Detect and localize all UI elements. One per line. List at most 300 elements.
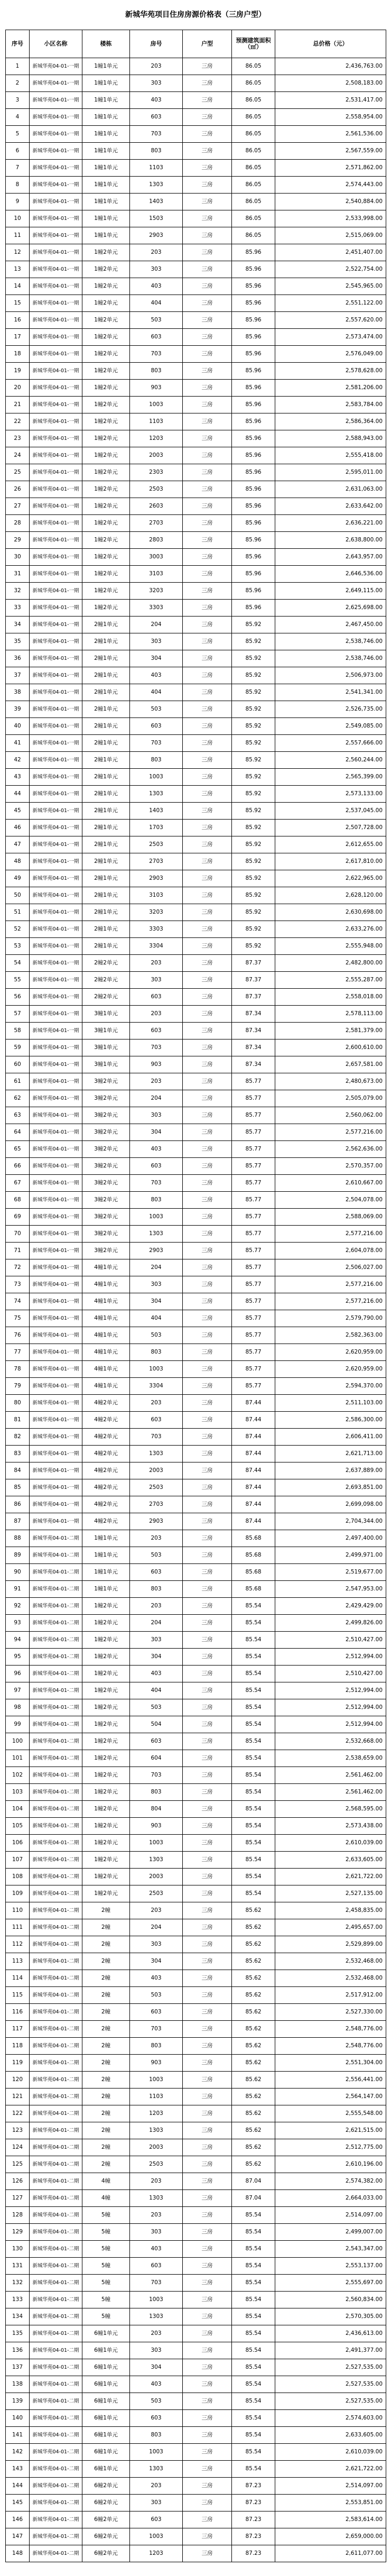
cell-room: 804 [130,1801,183,1818]
cell-room: 203 [130,1530,183,1547]
cell-type: 三房 [183,938,232,955]
cell-room: 603 [130,1564,183,1581]
cell-type: 三房 [183,1682,232,1699]
cell-community: 新城华苑04-01-二期 [30,1987,82,2004]
cell-price: 2,555,948.00 [275,938,386,955]
table-row [6,684,386,701]
cell-type: 三房 [183,2122,232,2139]
cell-building: 2幢1单元 [82,718,130,735]
table-row [6,210,386,227]
cell-price: 2,561,462.00 [275,1784,386,1801]
cell-seq: 69 [6,1209,30,1226]
cell-building: 2幢 [82,2089,130,2105]
cell-type: 三房 [183,1259,232,1276]
cell-area: 85.77 [232,1141,275,1158]
cell-area: 85.62 [232,2038,275,2055]
cell-seq: 7 [6,160,30,177]
table-row [6,786,386,803]
cell-community: 新城华苑04-01-二期 [30,2173,82,2190]
cell-price: 2,527,135.00 [275,1885,386,1902]
table-row [6,2444,386,2461]
cell-seq: 22 [6,413,30,430]
cell-seq: 88 [6,1530,30,1547]
cell-price: 2,538,746.00 [275,633,386,650]
cell-room: 1303 [130,2190,183,2207]
cell-type: 三房 [183,684,232,701]
cell-price: 2,573,474.00 [275,329,386,346]
cell-price: 2,499,007.00 [275,2224,386,2241]
cell-building: 1幢2单元 [82,532,130,549]
cell-type: 三房 [183,2241,232,2258]
cell-room: 304 [130,1649,183,1666]
cell-price: 2,600,610.00 [275,1039,386,1056]
cell-room: 2503 [130,1479,183,1496]
cell-area: 85.92 [232,701,275,718]
cell-building: 1幢1单元 [82,1547,130,1564]
cell-price: 2,577,216.00 [275,1226,386,1243]
table-row [6,1192,386,1209]
cell-area: 85.96 [232,346,275,363]
cell-area: 85.62 [232,1953,275,1970]
cell-building: 1幢2单元 [82,1666,130,1682]
cell-seq: 29 [6,532,30,549]
cell-type: 三房 [183,2444,232,2461]
cell-area: 85.62 [232,2072,275,2089]
table-row [6,413,386,430]
cell-type: 三房 [183,447,232,464]
cell-area: 85.92 [232,853,275,870]
cell-building: 2幢 [82,1970,130,1987]
cell-room: 1203 [130,430,183,447]
cell-community: 新城华苑04-01-一期 [30,1276,82,1293]
cell-room: 1703 [130,820,183,836]
cell-room: 503 [130,1987,183,2004]
cell-type: 三房 [183,2190,232,2207]
table-row [6,1446,386,1462]
cell-community: 新城华苑04-01-二期 [30,1767,82,1784]
cell-type: 三房 [183,1801,232,1818]
cell-area: 85.96 [232,430,275,447]
cell-community: 新城华苑04-01-一期 [30,684,82,701]
header-community: 小区名称 [30,30,82,58]
cell-community: 新城华苑04-01-二期 [30,2342,82,2359]
cell-room: 603 [130,718,183,735]
cell-area: 85.62 [232,2021,275,2038]
cell-area: 86.05 [232,126,275,143]
cell-community: 新城华苑04-01-一期 [30,836,82,853]
cell-community: 新城华苑04-01-一期 [30,227,82,244]
cell-price: 2,612,655.00 [275,836,386,853]
cell-building: 1幢1单元 [82,1530,130,1547]
cell-building: 4幢2单元 [82,1462,130,1479]
cell-area: 85.77 [232,1344,275,1361]
table-row [6,955,386,972]
cell-area: 85.77 [232,1192,275,1209]
cell-price: 2,699,098.00 [275,1496,386,1513]
cell-room: 204 [130,1259,183,1276]
cell-area: 85.77 [232,1259,275,1276]
cell-area: 86.05 [232,227,275,244]
cell-building: 1幢2单元 [82,430,130,447]
cell-seq: 84 [6,1462,30,1479]
cell-seq: 91 [6,1581,30,1598]
cell-type: 三房 [183,1699,232,1716]
cell-community: 新城华苑04-01-二期 [30,1852,82,1869]
table-row [6,1598,386,1615]
cell-type: 三房 [183,1293,232,1310]
cell-room: 503 [130,701,183,718]
table-row [6,2511,386,2528]
cell-community: 新城华苑04-01-二期 [30,1869,82,1885]
cell-room: 803 [130,1581,183,1598]
table-row [6,2072,386,2089]
cell-area: 87.04 [232,2190,275,2207]
table-row [6,1175,386,1192]
cell-price: 2,573,133.00 [275,786,386,803]
cell-area: 85.92 [232,836,275,853]
cell-price: 2,704,344.00 [275,1513,386,1530]
cell-seq: 77 [6,1344,30,1361]
cell-type: 三房 [183,1716,232,1733]
cell-community: 新城华苑04-01-一期 [30,244,82,261]
cell-area: 85.96 [232,549,275,566]
cell-price: 2,606,411.00 [275,1429,386,1446]
cell-price: 2,588,943.00 [275,430,386,447]
cell-room: 2503 [130,481,183,498]
cell-building: 1幢2单元 [82,447,130,464]
cell-building: 4幢1单元 [82,1276,130,1293]
cell-type: 三房 [183,75,232,92]
cell-building: 2幢1单元 [82,752,130,769]
cell-room: 1303 [130,1446,183,1462]
table-row [6,1429,386,1446]
cell-type: 三房 [183,2207,232,2224]
cell-seq: 95 [6,1649,30,1666]
cell-area: 85.77 [232,1158,275,1175]
cell-seq: 115 [6,1987,30,2004]
table-row [6,2156,386,2173]
cell-area: 85.96 [232,329,275,346]
cell-type: 三房 [183,430,232,447]
cell-room: 303 [130,261,183,278]
cell-building: 1幢2单元 [82,312,130,329]
table-row [6,1479,386,1496]
cell-seq: 6 [6,143,30,160]
cell-building: 2幢 [82,1936,130,1953]
cell-area: 85.68 [232,1547,275,1564]
cell-seq: 39 [6,701,30,718]
cell-type: 三房 [183,2410,232,2427]
table-row [6,126,386,143]
cell-room: 1403 [130,194,183,210]
cell-type: 三房 [183,2105,232,2122]
cell-seq: 142 [6,2444,30,2461]
cell-price: 2,548,776.00 [275,2021,386,2038]
cell-community: 新城华苑04-01-一期 [30,989,82,1006]
table-row [6,2122,386,2139]
cell-seq: 27 [6,498,30,515]
table-row [6,498,386,515]
cell-room: 603 [130,989,183,1006]
cell-building: 2幢1单元 [82,769,130,786]
cell-building: 2幢 [82,2021,130,2038]
cell-seq: 57 [6,1006,30,1023]
table-row [6,2342,386,2359]
cell-price: 2,549,085.00 [275,718,386,735]
cell-area: 85.62 [232,1902,275,1919]
cell-community: 新城华苑04-01-一期 [30,1073,82,1090]
cell-community: 新城华苑04-01-一期 [30,1056,82,1073]
cell-community: 新城华苑04-01-一期 [30,532,82,549]
cell-community: 新城华苑04-01-一期 [30,803,82,820]
cell-room: 304 [130,1124,183,1141]
cell-building: 2幢1单元 [82,701,130,718]
cell-room: 2503 [130,2156,183,2173]
cell-area: 85.96 [232,481,275,498]
cell-price: 2,610,039.00 [275,1835,386,1852]
cell-type: 三房 [183,1429,232,1446]
cell-building: 2幢1单元 [82,870,130,887]
cell-room: 1203 [130,2545,183,2562]
table-header [6,30,386,58]
cell-price: 2,499,971.00 [275,1547,386,1564]
table-row [6,1581,386,1598]
cell-area: 85.96 [232,380,275,397]
cell-building: 6幢2单元 [82,2478,130,2495]
cell-seq: 147 [6,2528,30,2545]
table-row [6,2004,386,2021]
cell-seq: 99 [6,1716,30,1733]
cell-room: 603 [130,109,183,126]
cell-area: 85.62 [232,2122,275,2139]
cell-area: 87.44 [232,1429,275,1446]
cell-area: 85.54 [232,2325,275,2342]
cell-building: 2幢1单元 [82,887,130,904]
cell-type: 三房 [183,126,232,143]
cell-building: 2幢1单元 [82,938,130,955]
cell-type: 三房 [183,1124,232,1141]
cell-building: 1幢1单元 [82,160,130,177]
cell-price: 2,664,033.00 [275,2190,386,2207]
cell-price: 2,497,400.00 [275,1530,386,1547]
cell-room: 203 [130,2207,183,2224]
table-row [6,2359,386,2376]
cell-building: 1幢2单元 [82,566,130,583]
cell-community: 新城华苑04-01-一期 [30,549,82,566]
cell-room: 203 [130,1006,183,1023]
cell-type: 三房 [183,1361,232,1378]
cell-room: 603 [130,2004,183,2021]
cell-building: 4幢1单元 [82,1327,130,1344]
cell-type: 三房 [183,2393,232,2410]
cell-community: 新城华苑04-01-一期 [30,701,82,718]
cell-seq: 121 [6,2089,30,2105]
cell-type: 三房 [183,1649,232,1666]
cell-area: 85.54 [232,1885,275,1902]
cell-price: 2,621,722.00 [275,1869,386,1885]
cell-area: 85.54 [232,2444,275,2461]
table-row [6,2207,386,2224]
cell-seq: 55 [6,972,30,989]
cell-room: 1303 [130,2122,183,2139]
header-building: 楼栋 [82,30,130,58]
cell-community: 新城华苑04-01-二期 [30,2545,82,2562]
cell-type: 三房 [183,667,232,684]
cell-community: 新城华苑04-01-一期 [30,820,82,836]
cell-type: 三房 [183,1818,232,1835]
table-row [6,938,386,955]
cell-community: 新城华苑04-01-一期 [30,430,82,447]
cell-community: 新城华苑04-01-一期 [30,177,82,194]
cell-room: 404 [130,295,183,312]
cell-type: 三房 [183,1378,232,1395]
table-row [6,1293,386,1310]
cell-area: 85.54 [232,2410,275,2427]
cell-area: 85.54 [232,1666,275,1682]
cell-room: 803 [130,2038,183,2055]
cell-building: 6幢1单元 [82,2461,130,2478]
cell-area: 85.54 [232,2275,275,2292]
cell-community: 新城华苑04-01-二期 [30,1581,82,1598]
cell-seq: 33 [6,600,30,617]
cell-area: 87.44 [232,1446,275,1462]
cell-seq: 98 [6,1699,30,1716]
cell-price: 2,649,115.00 [275,583,386,600]
cell-price: 2,532,668.00 [275,1733,386,1750]
cell-room: 1103 [130,160,183,177]
cell-building: 6幢1单元 [82,2325,130,2342]
cell-area: 86.05 [232,160,275,177]
cell-price: 2,519,677.00 [275,1564,386,1581]
cell-type: 三房 [183,1090,232,1107]
table-row [6,1547,386,1564]
cell-seq: 1 [6,58,30,75]
cell-seq: 116 [6,2004,30,2021]
cell-price: 2,504,078.00 [275,1192,386,1209]
cell-area: 87.23 [232,2511,275,2528]
cell-building: 2幢 [82,1919,130,1936]
cell-room: 3003 [130,549,183,566]
cell-type: 三房 [183,2495,232,2511]
cell-community: 新城华苑04-01-一期 [30,667,82,684]
cell-room: 1003 [130,2072,183,2089]
cell-type: 三房 [183,2173,232,2190]
cell-area: 85.77 [232,1175,275,1192]
cell-price: 2,555,697.00 [275,2275,386,2292]
cell-area: 86.05 [232,210,275,227]
cell-building: 1幢2单元 [82,278,130,295]
cell-building: 1幢2单元 [82,1835,130,1852]
cell-community: 新城华苑04-01-一期 [30,447,82,464]
cell-community: 新城华苑04-01-二期 [30,1530,82,1547]
cell-community: 新城华苑04-01-二期 [30,1818,82,1835]
cell-community: 新城华苑04-01-一期 [30,1243,82,1259]
cell-seq: 114 [6,1970,30,1987]
cell-room: 803 [130,1344,183,1361]
cell-room: 703 [130,1767,183,1784]
cell-community: 新城华苑04-01-二期 [30,2072,82,2089]
cell-room: 503 [130,1547,183,1564]
cell-price: 2,610,196.00 [275,2156,386,2173]
cell-building: 1幢2单元 [82,1784,130,1801]
cell-room: 603 [130,1023,183,1039]
cell-seq: 51 [6,904,30,921]
cell-seq: 103 [6,1784,30,1801]
cell-area: 87.34 [232,1039,275,1056]
cell-seq: 97 [6,1682,30,1699]
table-row [6,75,386,92]
cell-type: 三房 [183,2325,232,2342]
cell-type: 三房 [183,1564,232,1581]
table-row [6,549,386,566]
cell-room: 903 [130,1056,183,1073]
cell-room: 3203 [130,583,183,600]
cell-area: 85.92 [232,786,275,803]
cell-building: 4幢1单元 [82,1344,130,1361]
cell-price: 2,545,965.00 [275,278,386,295]
cell-price: 2,564,147.00 [275,2089,386,2105]
cell-seq: 36 [6,650,30,667]
cell-room: 203 [130,244,183,261]
cell-building: 6幢1单元 [82,2342,130,2359]
cell-seq: 10 [6,210,30,227]
cell-price: 2,636,221.00 [275,515,386,532]
cell-area: 87.23 [232,2528,275,2545]
cell-seq: 30 [6,549,30,566]
cell-community: 新城华苑04-01-二期 [30,1801,82,1818]
table-row [6,1784,386,1801]
cell-room: 503 [130,1327,183,1344]
cell-building: 5幢 [82,2258,130,2275]
cell-seq: 37 [6,667,30,684]
cell-room: 204 [130,617,183,633]
cell-type: 三房 [183,1513,232,1530]
table-row [6,1310,386,1327]
cell-price: 2,527,330.00 [275,2004,386,2021]
cell-area: 85.96 [232,312,275,329]
cell-seq: 25 [6,464,30,481]
cell-area: 85.92 [232,684,275,701]
cell-room: 603 [130,1412,183,1429]
table-row [6,1716,386,1733]
cell-seq: 35 [6,633,30,650]
cell-building: 1幢2单元 [82,1632,130,1649]
cell-building: 1幢1单元 [82,58,130,75]
table-row [6,1124,386,1141]
table-row [6,1209,386,1226]
cell-type: 三房 [183,735,232,752]
cell-community: 新城华苑04-01-二期 [30,2393,82,2410]
cell-seq: 76 [6,1327,30,1344]
cell-building: 1幢1单元 [82,143,130,160]
cell-price: 2,436,763.00 [275,58,386,75]
table-row [6,617,386,633]
cell-type: 三房 [183,1412,232,1429]
table-row [6,600,386,617]
cell-community: 新城华苑04-01-二期 [30,1699,82,1716]
cell-room: 803 [130,1784,183,1801]
cell-building: 2幢 [82,1953,130,1970]
cell-community: 新城华苑04-01-二期 [30,1970,82,1987]
cell-room: 1303 [130,2461,183,2478]
cell-seq: 20 [6,380,30,397]
cell-seq: 62 [6,1090,30,1107]
cell-type: 三房 [183,1632,232,1649]
table-row [6,1327,386,1344]
table-row [6,921,386,938]
cell-building: 3幢2单元 [82,1124,130,1141]
cell-type: 三房 [183,2275,232,2292]
